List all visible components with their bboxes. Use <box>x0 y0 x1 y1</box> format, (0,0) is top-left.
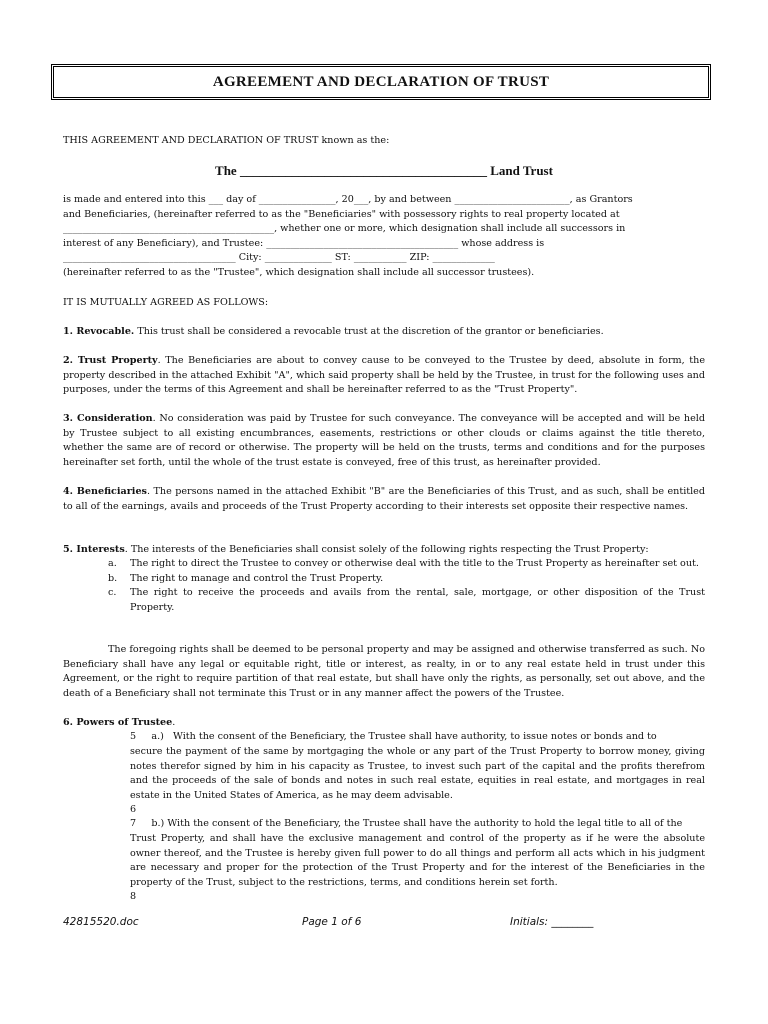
list-item <box>108 572 705 587</box>
parties-line-3: ____________________________________________, whether one or more, which designation shall include all successors in <box>63 223 626 235</box>
list-text: The right to manage and control the Trust Property. <box>130 572 384 584</box>
section-6-a-first <box>63 730 705 745</box>
section-5 <box>63 543 705 558</box>
section-6-heading-line <box>63 716 705 731</box>
list-marker: c. <box>108 587 117 599</box>
clause-a-first-line: With the consent of the Beneficiary, the Trustee shall have authority, to issue notes or bonds and to <box>173 731 657 742</box>
clause-marker: b.) <box>151 818 165 829</box>
section-6-heading-tail: . <box>172 717 176 728</box>
parties-block <box>63 193 705 281</box>
section-1 <box>63 325 705 340</box>
parties-line-6: (hereinafter referred to as the "Trustee", which designation shall include all successor trustees). <box>63 266 535 278</box>
agreed-heading: IT IS MUTUALLY AGREED AS FOLLOWS: <box>63 297 269 308</box>
parties-line-1: is made and entered into this ___ day of ________________, 20___, by and between ________________________, as Grantors <box>63 194 633 205</box>
line-number-8: 8 <box>130 891 137 902</box>
section-4-text: . The persons named in the attached Exhibit "B" are the Beneficiaries of this Trust, and as such, shall be entitled to all of the earnings, avails and proceeds of the Trust Property according to their interests set opposite their respective names. <box>63 486 706 512</box>
footer-initials: Initials: ________ <box>510 916 594 928</box>
line-number: 7 <box>130 818 137 829</box>
parties-line-5: ____________________________________ City: ______________ ST: ___________ ZIP: _____________ <box>63 252 495 264</box>
section-1-heading: 1. Revocable. <box>63 326 135 337</box>
section-2-text: . The Beneficiaries are about to convey cause to be conveyed to the Trustee by deed, absolute in form, the property described in the attached Exhibit "A", which said property shall be held by the Trustee, in trust for the following uses and purposes, under the terms of this Agreement and shall be hereinafter referred to as the "Trust Property". <box>63 355 705 396</box>
list-text: The right to receive the proceeds and avails from the rental, sale, mortgage, or other disposition of the Trust Property. <box>130 587 705 613</box>
footer-page-number: Page 1 of 6 <box>302 916 362 928</box>
intro-line: THIS AGREEMENT AND DECLARATION OF TRUST known as the: <box>63 135 390 146</box>
section-6-heading: 6. Powers of Trustee <box>63 717 173 728</box>
clause-marker: a.) <box>151 731 164 742</box>
list-marker: b. <box>108 572 118 584</box>
parties-line-4: interest of any Beneficiary), and Trustee: ________________________________________ whose address is <box>63 237 545 249</box>
section-3 <box>63 412 705 470</box>
section-5-text: . The interests of the Beneficiaries shall consist solely of the following rights respecting the Trust Property: <box>124 544 649 555</box>
section-5-heading: 5. Interests <box>63 544 125 555</box>
list-item <box>108 586 705 615</box>
section-3-heading: 3. Consideration <box>63 413 153 424</box>
parties-line-2: and Beneficiaries, (hereinafter referred to as the "Beneficiaries" with possessory rights to real property located at <box>63 208 620 220</box>
section-6-a-rest: secure the payment of the same by mortgaging the whole or any part of the Trust Property to borrow money, giving notes therefor signed by him in his capacity as Trustee, to invest such part of the capital and the profits therefrom and the proceeds of the sale of bonds and notes in such real estate, equities in real estate, and mortgages in real estate in the United States of America, as he may deem advisable. <box>130 746 705 801</box>
list-item <box>108 557 705 572</box>
line-number: 5 <box>130 731 137 742</box>
list-text: The right to direct the Trustee to convey or otherwise deal with the title to the Trust Property as hereinafter set out. <box>130 558 699 569</box>
section-1-text: This trust shall be considered a revocable trust at the discretion of the grantor or beneficiaries. <box>134 326 604 337</box>
line-number-6: 6 <box>130 804 137 815</box>
section-6-b-first <box>130 817 705 832</box>
section-4-heading: 4. Beneficiaries <box>63 486 147 497</box>
section-3-text: . No consideration was paid by Trustee for such conveyance. The conveyance will be accepted and will be held by Trustee subject to all existing encumbrances, easements, restrictions or other clouds or claims against the title thereto, whether the same are of record or otherwise. The property will be held on the trusts, terms and conditions and for the purposes hereinafter set forth, until the whole of the trust estate is conveyed, free of this trust, as hereinafter provided. <box>63 413 705 468</box>
list-marker: a. <box>108 558 117 569</box>
section-6-b-rest: Trust Property, and shall have the exclusive management and control of the property as if he were the absolute owner thereof, and the Trustee is hereby given full power to do all things and perform all acts which in his judgment are necessary and proper for the protection of the Trust Property and for the interest of the Beneficiaries in the property of the Trust, subject to the restrictions, terms, and conditions herein set forth. <box>130 833 705 888</box>
section-2-heading: 2. Trust Property <box>63 355 158 366</box>
section-4 <box>63 485 705 514</box>
clause-b-first-line: With the consent of the Beneficiary, the Trustee shall have the authority to hold the legal title to all of the <box>167 818 683 829</box>
section-5-paragraph: The foregoing rights shall be deemed to be personal property and may be assigned and otherwise transferred as such. No Beneficiary shall have any legal or equitable right, title or interest, as realty, in or to any real estate held in trust under this Agreement, or the right to require partition of that real estate, but shall have only the rights, as personally, set out above, and the death of a Beneficiary shall not terminate this Trust or in any manner affect the powers of the Trustee. <box>63 644 705 699</box>
interests-list <box>108 557 705 615</box>
footer-doc-name: 42815520.doc <box>63 916 139 928</box>
trust-name-line: The ______________________________________ Land Trust <box>215 163 553 178</box>
title-box <box>51 64 711 100</box>
section-2 <box>63 354 705 398</box>
document-title: AGREEMENT AND DECLARATION OF TRUST <box>212 73 550 90</box>
